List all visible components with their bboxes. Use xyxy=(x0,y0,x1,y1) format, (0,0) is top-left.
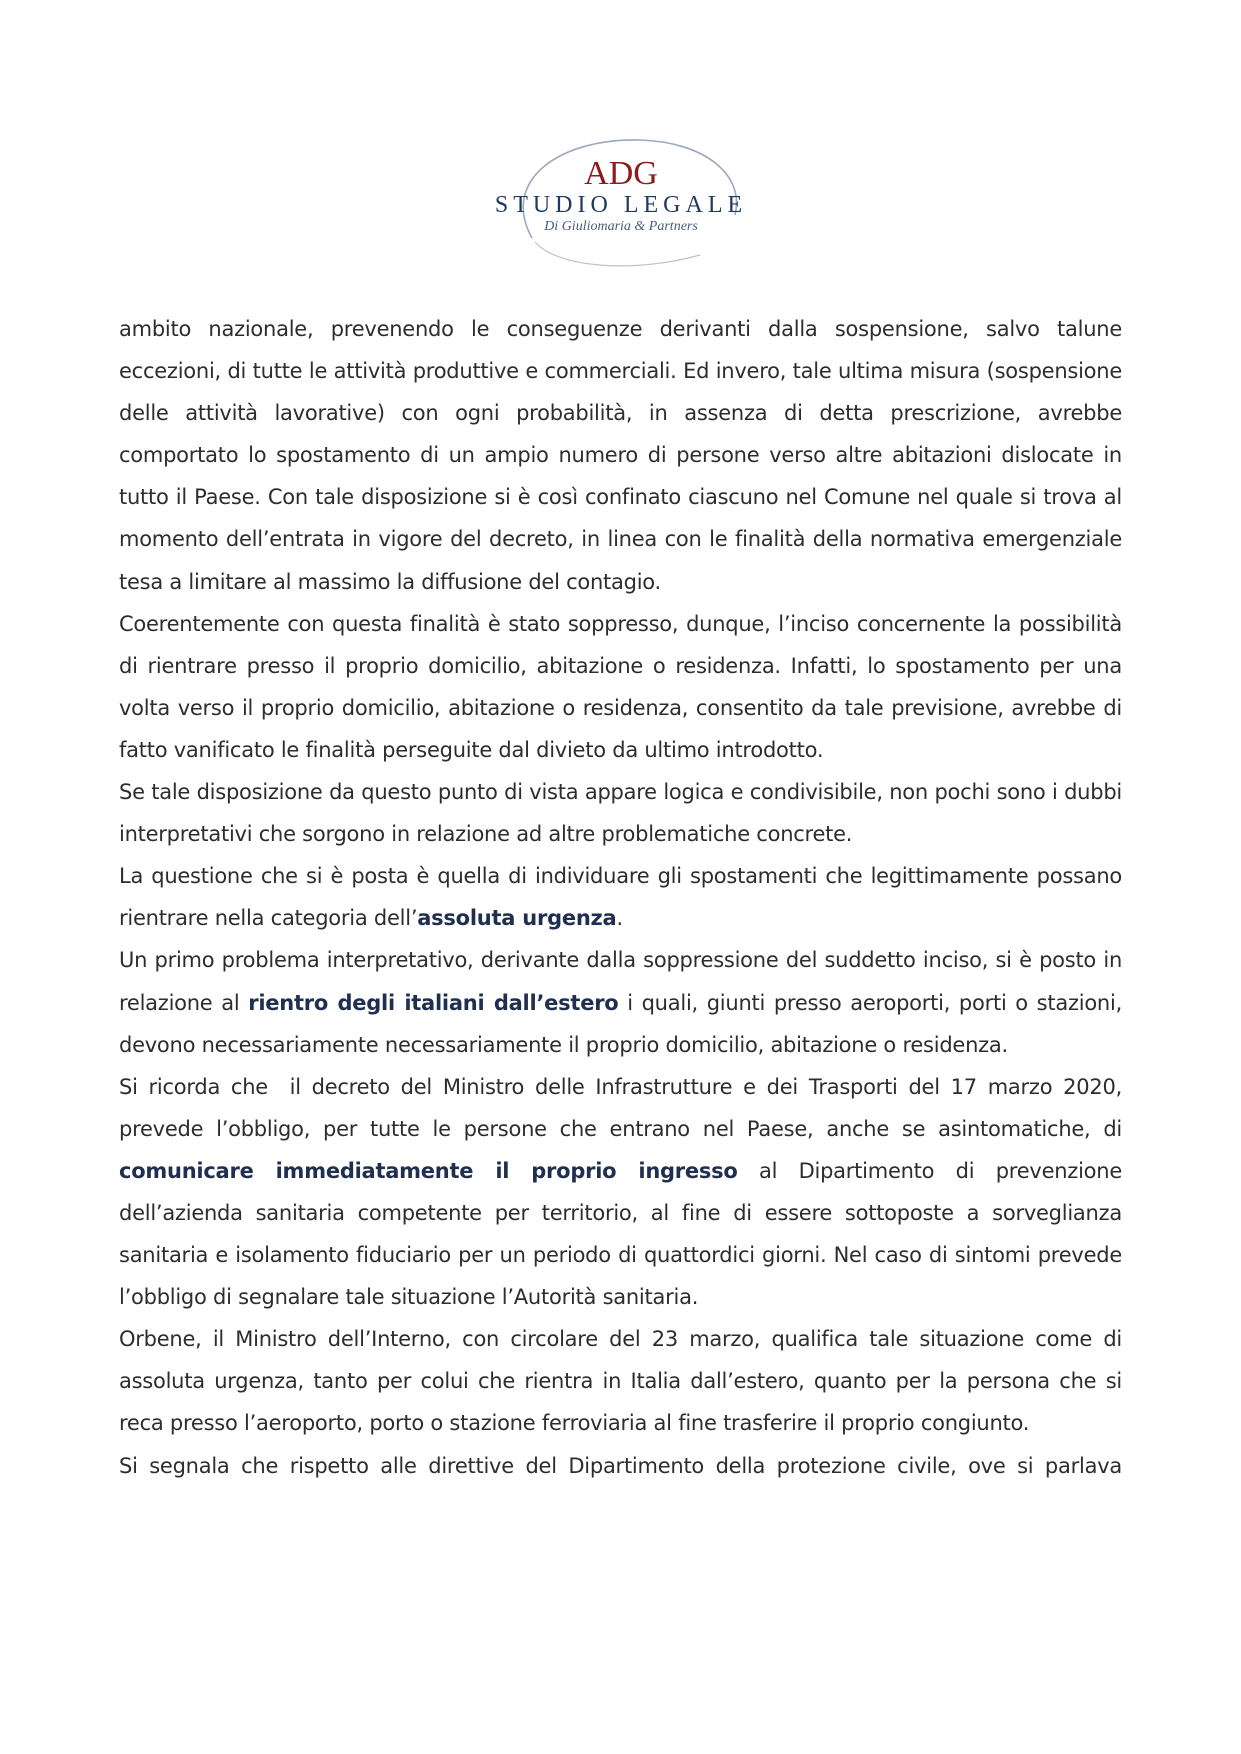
paragraph xyxy=(119,939,1129,1065)
logo-swoosh-lower xyxy=(535,242,700,266)
paragraph xyxy=(119,1445,1122,1487)
paragraph-text: al Dipartimento di prevenzione dell’azienda sanitaria competente per territorio, al fine di essere sottoposte a sorveglianza sanitaria e isolamento fiduciario per un periodo di quattordici giorni. Nel caso di sintomi prevede l’obbligo di segnalare tale situazione l’Autorità sanitaria. xyxy=(119,1158,1129,1310)
paragraph-text: La questione che si è posta è quella di individuare gli spostamenti che legittimamente possano rientrare nella categoria dell’ xyxy=(119,864,1129,931)
paragraph-text: Si segnala che rispetto alle direttive del Dipartimento della protezione civile, ove si parlava xyxy=(119,1453,1122,1478)
paragraph xyxy=(119,1318,1129,1444)
paragraph-text: Coerentemente con questa finalità è stato soppresso, dunque, l’inciso concernente la possibilità di rientrare presso il proprio domicilio, abitazione o residenza. Infatti, lo spostamento per una volta verso il proprio domicilio, abitazione o residenza, consentito da tale previsione, avrebbe di fatto vanificato le finalità perseguite dal divieto da ultimo introdotto. xyxy=(119,611,1129,762)
emphasized-text: rientro degli italiani dall’estero xyxy=(248,990,619,1015)
paragraph-text: Se tale disposizione da questo punto di vista appare logica e condivisibile, non pochi sono i dubbi interpretativi che sorgono in relazione ad altre problematiche concrete. xyxy=(119,780,1129,847)
letterhead xyxy=(0,120,1241,270)
paragraph-text: Si ricorda che il decreto del Ministro delle Infrastrutture e dei Trasporti del 17 marzo 2020, prevede l’obbligo, per tutte le persone che entrano nel Paese, anche se asintomatiche, di xyxy=(119,1074,1129,1141)
document-body xyxy=(119,308,1129,1487)
studio-logo xyxy=(0,120,1241,270)
paragraph xyxy=(119,308,1129,603)
paragraph-text: . xyxy=(616,906,623,931)
paragraph-text: i quali, giunti presso aeroporti, porti o stazioni, devono necessariamente necessariamente il proprio domicilio, abitazione o residenza. xyxy=(119,990,1129,1057)
paragraph xyxy=(119,1066,1129,1319)
logo-tagline: Di Giuliomaria & Partners xyxy=(544,219,698,234)
logo-firm-name: STUDIO LEGALE xyxy=(494,192,748,218)
emphasized-text: comunicare immediatamente il proprio ingresso xyxy=(119,1158,738,1183)
paragraph-text: Un primo problema interpretativo, derivante dalla soppressione del suddetto inciso, si è posto in relazione al xyxy=(119,948,1129,1015)
paragraph xyxy=(119,855,1129,939)
logo-mark: ADG xyxy=(584,155,658,192)
paragraph-text: Orbene, il Ministro dell’Interno, con circolare del 23 marzo, qualifica tale situazione come di assoluta urgenza, tanto per colui che rientra in Italia dall’estero, quanto per la persona che si reca presso l’aeroporto, porto o stazione ferroviaria al fine trasferire il proprio congiunto. xyxy=(119,1327,1129,1436)
paragraph xyxy=(119,771,1129,855)
paragraph-text: ambito nazionale, prevenendo le conseguenze derivanti dalla sospensione, salvo talune eccezioni, di tutte le attività produttive e commerciali. Ed invero, tale ultima misura (sospensione delle attività lavorative) con ogni probabilità, in assenza di detta prescrizione, avrebbe comportato lo spostamento di un ampio numero di persone verso altre abitazioni dislocate in tutto il Paese. Con tale disposizione si è così confinato ciascuno nel Comune nel quale si trova al momento dell’entrata in vigore del decreto, in linea con le finalità della normativa emergenziale tesa a limitare al massimo la diffusione del contagio. xyxy=(119,317,1129,594)
paragraph xyxy=(119,603,1129,771)
emphasized-text: assoluta urgenza xyxy=(417,906,617,931)
